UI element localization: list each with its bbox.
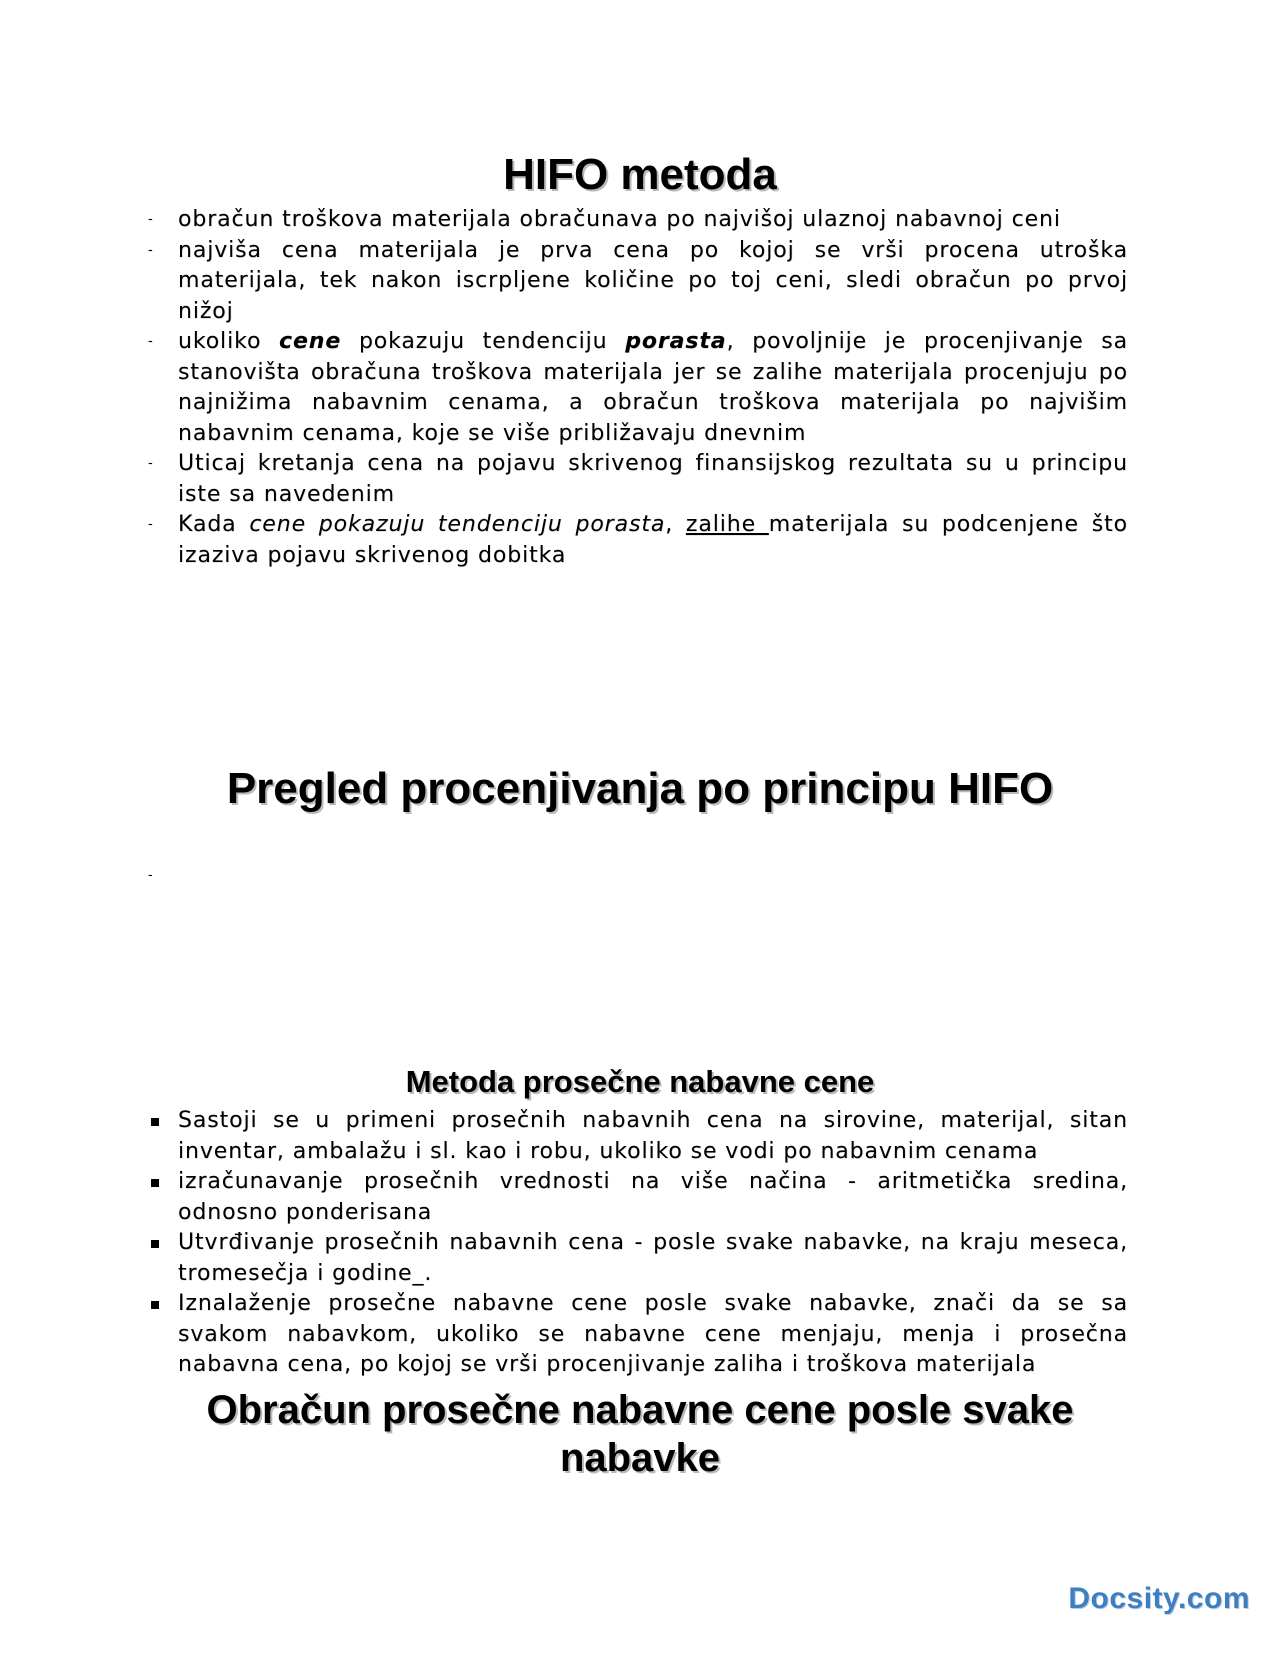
- list-item: - najviša cena materijala je prva cena po kojoj se vrši procena utroška materijala, tek nakon iscrpljene količine po toj ceni, sledi obračun po prvoj nižoj: [148, 236, 1128, 328]
- text-run: , povoljnije je procenjivanje sa stanovišta obračuna troškova materijala jer se zalihe materijala procenjuju po najnižima nabavnim cenama, a obračun troškova materijala po najvišim nabavnim cenama, koje se više približavaju dnevnim: [178, 329, 1128, 446]
- docsity-watermark[interactable]: Docsity.com: [1068, 1582, 1250, 1615]
- list-item: [148, 327, 1128, 449]
- text-run: pokazuju tendenciju: [341, 329, 626, 354]
- list-item: izračunavanje prosečnih vrednosti na više načina - aritmetička sredina, odnosno ponderisana: [148, 1167, 1128, 1228]
- list-item: [148, 510, 1128, 571]
- emphasis-text: porasta: [625, 329, 727, 354]
- text-run: ukoliko: [178, 329, 280, 354]
- list-item: Utvrđivanje prosečnih nabavnih cena - posle svake nabavke, na kraju meseca, tromesečja i godine_.: [148, 1228, 1128, 1289]
- heading-hifo-metoda: HIFO metoda: [503, 150, 777, 199]
- hifo-bullet-list: [148, 205, 1128, 571]
- text-run: materijala su podcenjene što izaziva pojavu skrivenog dobitka: [178, 512, 1128, 568]
- text-run: Kada: [178, 512, 250, 537]
- text-run: ,: [665, 512, 686, 537]
- emphasis-text: cene: [279, 329, 342, 354]
- underlined-text: zalihe: [685, 512, 769, 537]
- heading-pregled: Pregled procenjivanja po principu HIFO: [226, 764, 1054, 813]
- list-item: - Uticaj kretanja cena na pojavu skrivenog finansijskog rezultata su u principu iste sa navedenim: [148, 449, 1128, 510]
- italic-text: cene pokazuju tendenciju porasta: [249, 512, 666, 537]
- list-item: Sastoji se u primeni prosečnih nabavnih cena na sirovine, materijal, sitan inventar, ambalažu i sl. kao i robu, ukoliko se vodi po nabavnim cenama: [148, 1106, 1128, 1167]
- list-item: - obračun troškova materijala obračunava po najvišoj ulaznoj nabavnoj ceni: [148, 205, 1128, 236]
- list-item: Iznalaženje prosečne nabavne cene posle svake nabavke, znači da se sa svakom nabavkom, ukoliko se nabavne cene menjaju, menja i prosečna nabavna cena, po kojoj se vrši procenjivanje zaliha i troškova materijala: [148, 1289, 1128, 1381]
- metoda-bullet-list: [148, 1106, 1128, 1381]
- heading-metoda-prosecne: Metoda prosečne nabavne cene: [405, 1064, 875, 1099]
- heading-obracun: Obračun prosečne nabavne cene posle svake nabavke: [206, 1388, 1074, 1480]
- empty-list-dash: -: [148, 868, 153, 883]
